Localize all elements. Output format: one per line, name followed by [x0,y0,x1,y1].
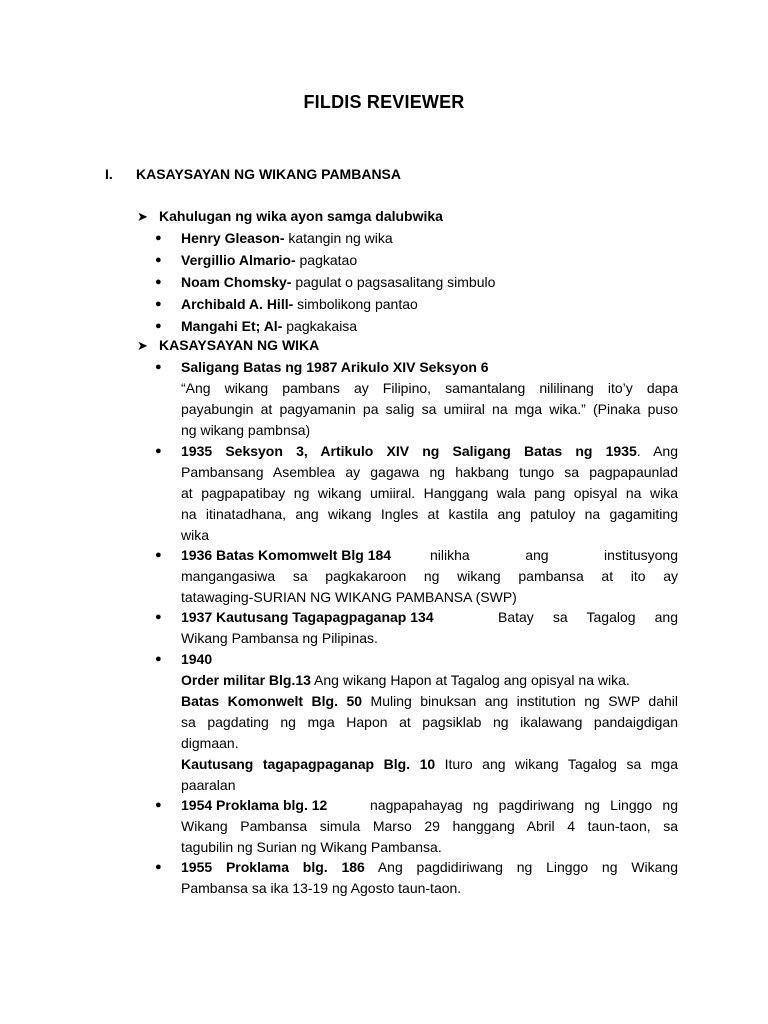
item-text-line [181,754,678,775]
item-first-line [181,857,678,878]
bullet-icon: ● [155,799,162,811]
list-item [155,545,678,608]
kautusan-text: Ituro ang wikang Tagalog sa mga [435,756,678,772]
item-text-line: tatawaging-SURIAN NG WIKANG PAMBANSA (SWP) [181,589,517,605]
item-title: 1936 Batas Komomwelt Blg 184 [181,547,392,563]
bullet-icon: ● [155,232,162,244]
item-first-line [181,441,678,462]
subheading-kasaysayan-text: KASAYSAYAN NG WIKA [159,337,320,353]
timeline-item-saligang-batas [155,357,678,441]
bullet-icon: ● [155,361,162,373]
linguist-name: Noam Chomsky- [181,274,292,290]
item-title: 1935 Seksyon 3, Artikulo XIV ng Saligang Batas ng 1935 [181,443,637,459]
bullet-icon: ● [155,861,162,873]
item-first-line [181,545,678,566]
item-text-line: Wikang Pambansa ng Pilipinas. [181,630,378,646]
list-item [155,857,678,899]
timeline-item-1954 [155,795,678,858]
section-title: KASAYSAYAN NG WIKANG PAMBANSA [136,166,402,182]
definition-list [155,228,678,338]
timeline-item-1935 [155,441,678,546]
item-text-line: “Ang wikang pambans ay Filipino, samantalang nililinang ito’y dapa [181,380,678,396]
bullet-icon: ● [155,254,162,266]
item-text-line: tagubilin ng Surian ng Wikang Pambansa. [181,839,442,855]
item-first-line [181,795,678,816]
list-item [155,795,678,858]
timeline-item-1940 [155,649,678,796]
linguist-name: Archibald A. Hill- [181,296,294,312]
list-item [155,441,678,546]
linguist-definition: pagkatao [295,252,358,268]
bullet-icon: ● [155,298,162,310]
item-text-line: Pambansa sa ika 13-19 ng Agosto taun-taon. [181,880,462,896]
list-item [155,294,678,316]
item-title: Saligang Batas ng 1987 Arikulo XIV Seksyon 6 [181,359,489,375]
linguist-definition: pagulat o pagsasalitang simbulo [291,274,496,290]
item-text-line: wika [181,527,210,543]
order-title: Order militar Blg.13 [181,672,311,688]
item-title: 1955 Proklama blg. 186 [181,859,365,875]
section-number: I. [105,166,113,182]
item-year: 1940 [181,651,213,667]
kautusan-title: Kautusang tagapagpaganap Blg. 10 [181,756,436,772]
arrowhead-bullet-icon: ➤ [137,338,148,353]
item-text-line: paaralan [181,777,236,793]
item-text-line: mangangasiwa sa pagkakaroon ng wikang pambansa at ito ay [181,568,678,584]
subheading-kasaysayan [137,335,319,356]
item-text-line [181,670,678,691]
list-item [155,228,678,250]
list-item [155,250,678,272]
item-text: nilikha ang institusyong [430,547,678,563]
bullet-icon: ● [155,549,162,561]
item-text-line [181,691,678,712]
section-heading [105,164,401,185]
order-text: Ang wikang Hapon at Tagalog ang opisyal na wika. [310,672,630,688]
bullet-icon: ● [155,445,162,457]
item-text: . Ang [636,443,678,459]
bullet-icon: ● [155,653,162,665]
item-text-line: sa pagdating ng mga Hapon at pagsiklab ng ikalawang pandaigdigan [181,714,678,730]
timeline-item-1955 [155,857,678,899]
linguist-name: Vergillio Almario- [181,252,296,268]
linguist-definition: pagkakaisa [282,318,358,334]
batas-text: Muling binuksan ang institution ng SWP dahil [362,693,678,709]
item-text-line: digmaan. [181,735,239,751]
item-first-line [181,607,678,628]
list-item [155,607,678,649]
linguist-name: Mangahi Et; Al- [181,318,283,334]
item-title: 1937 Kautusang Tagapagpaganap 134 [181,609,434,625]
linguist-name: Henry Gleason- [181,230,285,246]
item-text: nagpapahayag ng pagdiriwang ng Linggo ng [370,797,678,813]
item-text-line: na itinatadhana, ang wikang Ingles at kastila ang patuloy na gagamiting [181,506,678,522]
document-title: FILDIS REVIEWER [303,92,465,112]
item-text-line: Pambansang Asemblea ay gagawa ng hakbang tungo sa pagpapaunlad [181,464,678,480]
linguist-definition: simbolikong pantao [293,296,418,312]
item-text-line: Wikang Pambansa simula Marso 29 hanggang Abril 4 taun-taon, sa [181,818,678,834]
timeline-item-1936 [155,545,678,608]
item-text-line: payabungin at pagyamanin pa salig sa umiiral na mga wika.” (Pinaka puso [181,401,678,417]
bullet-icon: ● [155,320,162,332]
arrowhead-bullet-icon: ➤ [137,209,148,224]
list-item [155,272,678,294]
item-text-line: ng wikang pambnsa) [181,422,311,438]
linguist-definition: katangin ng wika [284,230,393,246]
item-text-line: at pagpapatibay ng wikang umiiral. Hanggang wala pang opisyal na wika [181,485,678,501]
bullet-icon: ● [155,276,162,288]
list-item [155,357,678,441]
item-text: Ang pagdidiriwang ng Linggo ng Wikang [364,859,678,875]
list-item [155,649,678,796]
subheading-kahulugan [137,206,443,227]
timeline-item-1937 [155,607,678,649]
item-text: Batay sa Tagalog ang [498,609,678,625]
batas-title: Batas Komonwelt Blg. 50 [181,693,363,709]
subheading-kahulugan-text: Kahulugan ng wika ayon samga dalubwika [159,208,443,224]
bullet-icon: ● [155,611,162,623]
item-title: 1954 Proklama blg. 12 [181,797,328,813]
